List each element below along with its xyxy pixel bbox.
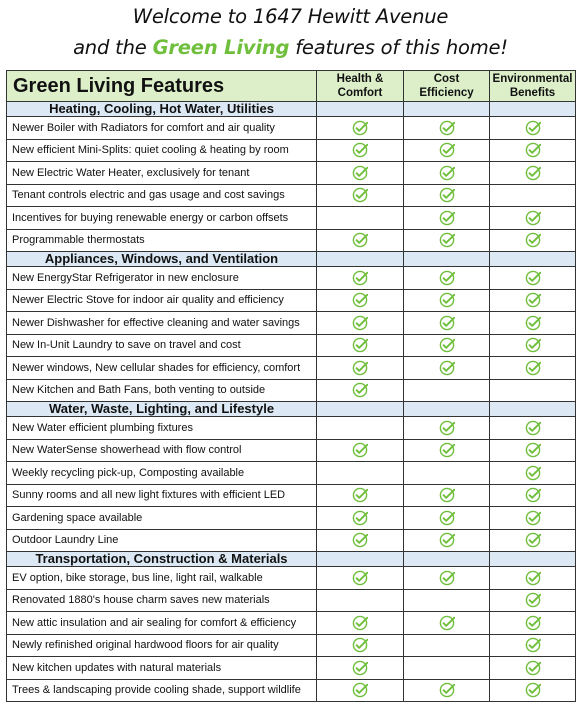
- column-header-health: Health & Comfort: [317, 71, 404, 102]
- section-blank-cell: [317, 252, 404, 267]
- check-circle-icon: [439, 232, 455, 248]
- table-row: [7, 679, 576, 702]
- check-cell: [490, 567, 576, 590]
- check-circle-icon: [352, 487, 368, 503]
- welcome-subtitle: and the Green Living features of this home!: [73, 36, 508, 59]
- check-circle-icon: [439, 682, 455, 698]
- section-blank-cell: [317, 552, 404, 567]
- check-circle-icon: [439, 337, 455, 353]
- check-circle-icon: [525, 532, 541, 548]
- table-row: [7, 229, 576, 252]
- section-title: Transportation, Construction & Materials: [7, 552, 317, 567]
- check-cell: [490, 462, 576, 485]
- check-cell: [404, 634, 490, 657]
- check-circle-icon: [525, 142, 541, 158]
- green-features-table: [6, 70, 576, 702]
- check-circle-icon: [525, 360, 541, 376]
- feature-label: Gardening space available: [7, 507, 317, 530]
- section-blank-cell: [404, 252, 490, 267]
- feature-label: New efficient Mini-Splits: quiet cooling & heating by room: [7, 139, 317, 162]
- feature-label: Sunny rooms and all new light fixtures with efficient LED: [7, 484, 317, 507]
- check-cell: [404, 334, 490, 357]
- check-circle-icon: [525, 570, 541, 586]
- column-header-cost: Cost Efficiency: [404, 71, 490, 102]
- check-circle-icon: [525, 120, 541, 136]
- check-cell: [490, 162, 576, 185]
- feature-label: Incentives for buying renewable energy or carbon offsets: [7, 207, 317, 230]
- check-cell: [490, 529, 576, 552]
- check-cell: [404, 462, 490, 485]
- check-cell: [317, 162, 404, 185]
- check-circle-icon: [525, 420, 541, 436]
- check-circle-icon: [525, 615, 541, 631]
- check-cell: [404, 229, 490, 252]
- feature-label: Tenant controls electric and gas usage and cost savings: [7, 184, 317, 207]
- check-cell: [490, 139, 576, 162]
- check-cell: [317, 184, 404, 207]
- check-circle-icon: [525, 292, 541, 308]
- check-circle-icon: [439, 532, 455, 548]
- check-cell: [317, 634, 404, 657]
- feature-label: New Electric Water Heater, exclusively for tenant: [7, 162, 317, 185]
- check-cell: [490, 417, 576, 440]
- check-cell: [317, 117, 404, 140]
- section-header: [7, 552, 576, 567]
- check-circle-icon: [352, 292, 368, 308]
- feature-label: New EnergyStar Refrigerator in new enclosure: [7, 267, 317, 290]
- check-circle-icon: [525, 232, 541, 248]
- table-row: [7, 117, 576, 140]
- check-circle-icon: [352, 270, 368, 286]
- check-circle-icon: [352, 682, 368, 698]
- feature-label: Renovated 1880's house charm saves new materials: [7, 589, 317, 612]
- check-cell: [490, 289, 576, 312]
- table-row: [7, 184, 576, 207]
- check-circle-icon: [352, 315, 368, 331]
- check-cell: [404, 612, 490, 635]
- table-row: [7, 507, 576, 530]
- section-blank-cell: [404, 402, 490, 417]
- check-cell: [317, 207, 404, 230]
- check-circle-icon: [352, 570, 368, 586]
- feature-label: Newly refinished original hardwood floors for air quality: [7, 634, 317, 657]
- check-circle-icon: [525, 315, 541, 331]
- feature-label: Newer windows, New cellular shades for efficiency, comfort: [7, 357, 317, 380]
- check-circle-icon: [352, 360, 368, 376]
- check-circle-icon: [439, 292, 455, 308]
- check-cell: [317, 679, 404, 702]
- check-cell: [404, 439, 490, 462]
- check-cell: [404, 312, 490, 335]
- check-cell: [317, 267, 404, 290]
- table-row: [7, 312, 576, 335]
- section-blank-cell: [404, 102, 490, 117]
- section-header: [7, 252, 576, 267]
- section-blank-cell: [490, 402, 576, 417]
- check-cell: [490, 484, 576, 507]
- check-circle-icon: [439, 615, 455, 631]
- check-circle-icon: [439, 570, 455, 586]
- check-cell: [490, 612, 576, 635]
- table-row: [7, 207, 576, 230]
- check-circle-icon: [352, 615, 368, 631]
- feature-label: Newer Boiler with Radiators for comfort and air quality: [7, 117, 317, 140]
- welcome-title: Welcome to 1647 Hewitt Avenue: [132, 5, 449, 28]
- check-cell: [490, 507, 576, 530]
- check-cell: [490, 634, 576, 657]
- check-cell: [404, 117, 490, 140]
- feature-label: New Kitchen and Bath Fans, both venting to outside: [7, 379, 317, 402]
- table-row: [7, 657, 576, 680]
- section-blank-cell: [404, 552, 490, 567]
- check-circle-icon: [525, 165, 541, 181]
- check-cell: [404, 484, 490, 507]
- check-circle-icon: [352, 660, 368, 676]
- check-circle-icon: [439, 360, 455, 376]
- check-cell: [317, 289, 404, 312]
- section-blank-cell: [490, 552, 576, 567]
- check-circle-icon: [352, 142, 368, 158]
- check-cell: [317, 334, 404, 357]
- table-title: Green Living Features: [7, 71, 317, 102]
- check-cell: [317, 657, 404, 680]
- feature-label: Newer Dishwasher for effective cleaning and water savings: [7, 312, 317, 335]
- check-cell: [317, 229, 404, 252]
- check-cell: [404, 184, 490, 207]
- table-row: [7, 634, 576, 657]
- check-cell: [317, 589, 404, 612]
- check-circle-icon: [439, 315, 455, 331]
- check-cell: [317, 529, 404, 552]
- check-cell: [490, 229, 576, 252]
- table-row: [7, 484, 576, 507]
- check-cell: [404, 529, 490, 552]
- check-circle-icon: [439, 420, 455, 436]
- check-cell: [404, 289, 490, 312]
- check-circle-icon: [525, 682, 541, 698]
- check-cell: [490, 267, 576, 290]
- table-row: [7, 334, 576, 357]
- green-living-highlight: Green Living: [152, 36, 290, 59]
- check-cell: [404, 589, 490, 612]
- check-circle-icon: [352, 232, 368, 248]
- section-title: Heating, Cooling, Hot Water, Utilities: [7, 102, 317, 117]
- column-header-environment: Environmental Benefits: [490, 71, 576, 102]
- check-circle-icon: [525, 592, 541, 608]
- check-cell: [490, 184, 576, 207]
- feature-label: New Water efficient plumbing fixtures: [7, 417, 317, 440]
- feature-label: New attic insulation and air sealing for comfort & efficiency: [7, 612, 317, 635]
- check-circle-icon: [439, 487, 455, 503]
- check-circle-icon: [352, 637, 368, 653]
- feature-label: Newer Electric Stove for indoor air quality and efficiency: [7, 289, 317, 312]
- section-blank-cell: [317, 402, 404, 417]
- check-cell: [404, 207, 490, 230]
- check-circle-icon: [352, 442, 368, 458]
- table-row: [7, 357, 576, 380]
- check-cell: [317, 439, 404, 462]
- check-cell: [317, 567, 404, 590]
- check-circle-icon: [352, 532, 368, 548]
- check-cell: [490, 439, 576, 462]
- check-cell: [317, 484, 404, 507]
- check-cell: [490, 312, 576, 335]
- section-blank-cell: [490, 252, 576, 267]
- feature-label: Trees & landscaping provide cooling shade, support wildlife: [7, 679, 317, 702]
- check-circle-icon: [439, 120, 455, 136]
- check-cell: [490, 679, 576, 702]
- feature-label: Programmable thermostats: [7, 229, 317, 252]
- check-cell: [490, 334, 576, 357]
- section-title: Water, Waste, Lighting, and Lifestyle: [7, 402, 317, 417]
- check-cell: [317, 612, 404, 635]
- table-row: [7, 567, 576, 590]
- feature-label: EV option, bike storage, bus line, light rail, walkable: [7, 567, 317, 590]
- check-cell: [404, 267, 490, 290]
- check-cell: [404, 139, 490, 162]
- table-row: [7, 612, 576, 635]
- check-cell: [404, 657, 490, 680]
- check-circle-icon: [352, 337, 368, 353]
- check-cell: [490, 589, 576, 612]
- table-row: [7, 379, 576, 402]
- feature-label: New kitchen updates with natural materials: [7, 657, 317, 680]
- check-circle-icon: [439, 187, 455, 203]
- check-cell: [490, 657, 576, 680]
- check-circle-icon: [525, 465, 541, 481]
- table-row: [7, 289, 576, 312]
- check-cell: [317, 417, 404, 440]
- check-circle-icon: [439, 270, 455, 286]
- check-circle-icon: [352, 187, 368, 203]
- section-header: [7, 102, 576, 117]
- check-cell: [404, 507, 490, 530]
- check-circle-icon: [525, 210, 541, 226]
- check-circle-icon: [439, 210, 455, 226]
- check-cell: [404, 417, 490, 440]
- table-row: [7, 529, 576, 552]
- check-circle-icon: [439, 510, 455, 526]
- section-blank-cell: [317, 102, 404, 117]
- check-cell: [404, 567, 490, 590]
- table-row: [7, 162, 576, 185]
- table-row: [7, 589, 576, 612]
- table-row: [7, 267, 576, 290]
- check-circle-icon: [439, 442, 455, 458]
- section-header: [7, 402, 576, 417]
- check-circle-icon: [352, 165, 368, 181]
- section-blank-cell: [490, 102, 576, 117]
- check-circle-icon: [439, 142, 455, 158]
- check-cell: [317, 357, 404, 380]
- check-cell: [490, 357, 576, 380]
- check-circle-icon: [439, 165, 455, 181]
- feature-label: Weekly recycling pick-up, Composting available: [7, 462, 317, 485]
- check-cell: [317, 379, 404, 402]
- feature-label: Outdoor Laundry Line: [7, 529, 317, 552]
- feature-label: New WaterSense showerhead with flow control: [7, 439, 317, 462]
- check-circle-icon: [525, 337, 541, 353]
- check-circle-icon: [352, 120, 368, 136]
- check-circle-icon: [525, 487, 541, 503]
- check-cell: [317, 139, 404, 162]
- check-circle-icon: [525, 270, 541, 286]
- table-row: [7, 417, 576, 440]
- table-row: [7, 439, 576, 462]
- check-cell: [490, 379, 576, 402]
- check-circle-icon: [525, 510, 541, 526]
- check-circle-icon: [525, 442, 541, 458]
- table-row: [7, 462, 576, 485]
- table-row: [7, 139, 576, 162]
- check-circle-icon: [352, 510, 368, 526]
- check-cell: [404, 357, 490, 380]
- check-cell: [490, 207, 576, 230]
- feature-label: New In-Unit Laundry to save on travel and cost: [7, 334, 317, 357]
- check-cell: [404, 379, 490, 402]
- check-cell: [317, 462, 404, 485]
- check-circle-icon: [525, 637, 541, 653]
- check-cell: [317, 507, 404, 530]
- check-circle-icon: [352, 382, 368, 398]
- check-cell: [404, 162, 490, 185]
- check-cell: [317, 312, 404, 335]
- check-circle-icon: [525, 660, 541, 676]
- section-title: Appliances, Windows, and Ventilation: [7, 252, 317, 267]
- check-cell: [404, 679, 490, 702]
- check-cell: [490, 117, 576, 140]
